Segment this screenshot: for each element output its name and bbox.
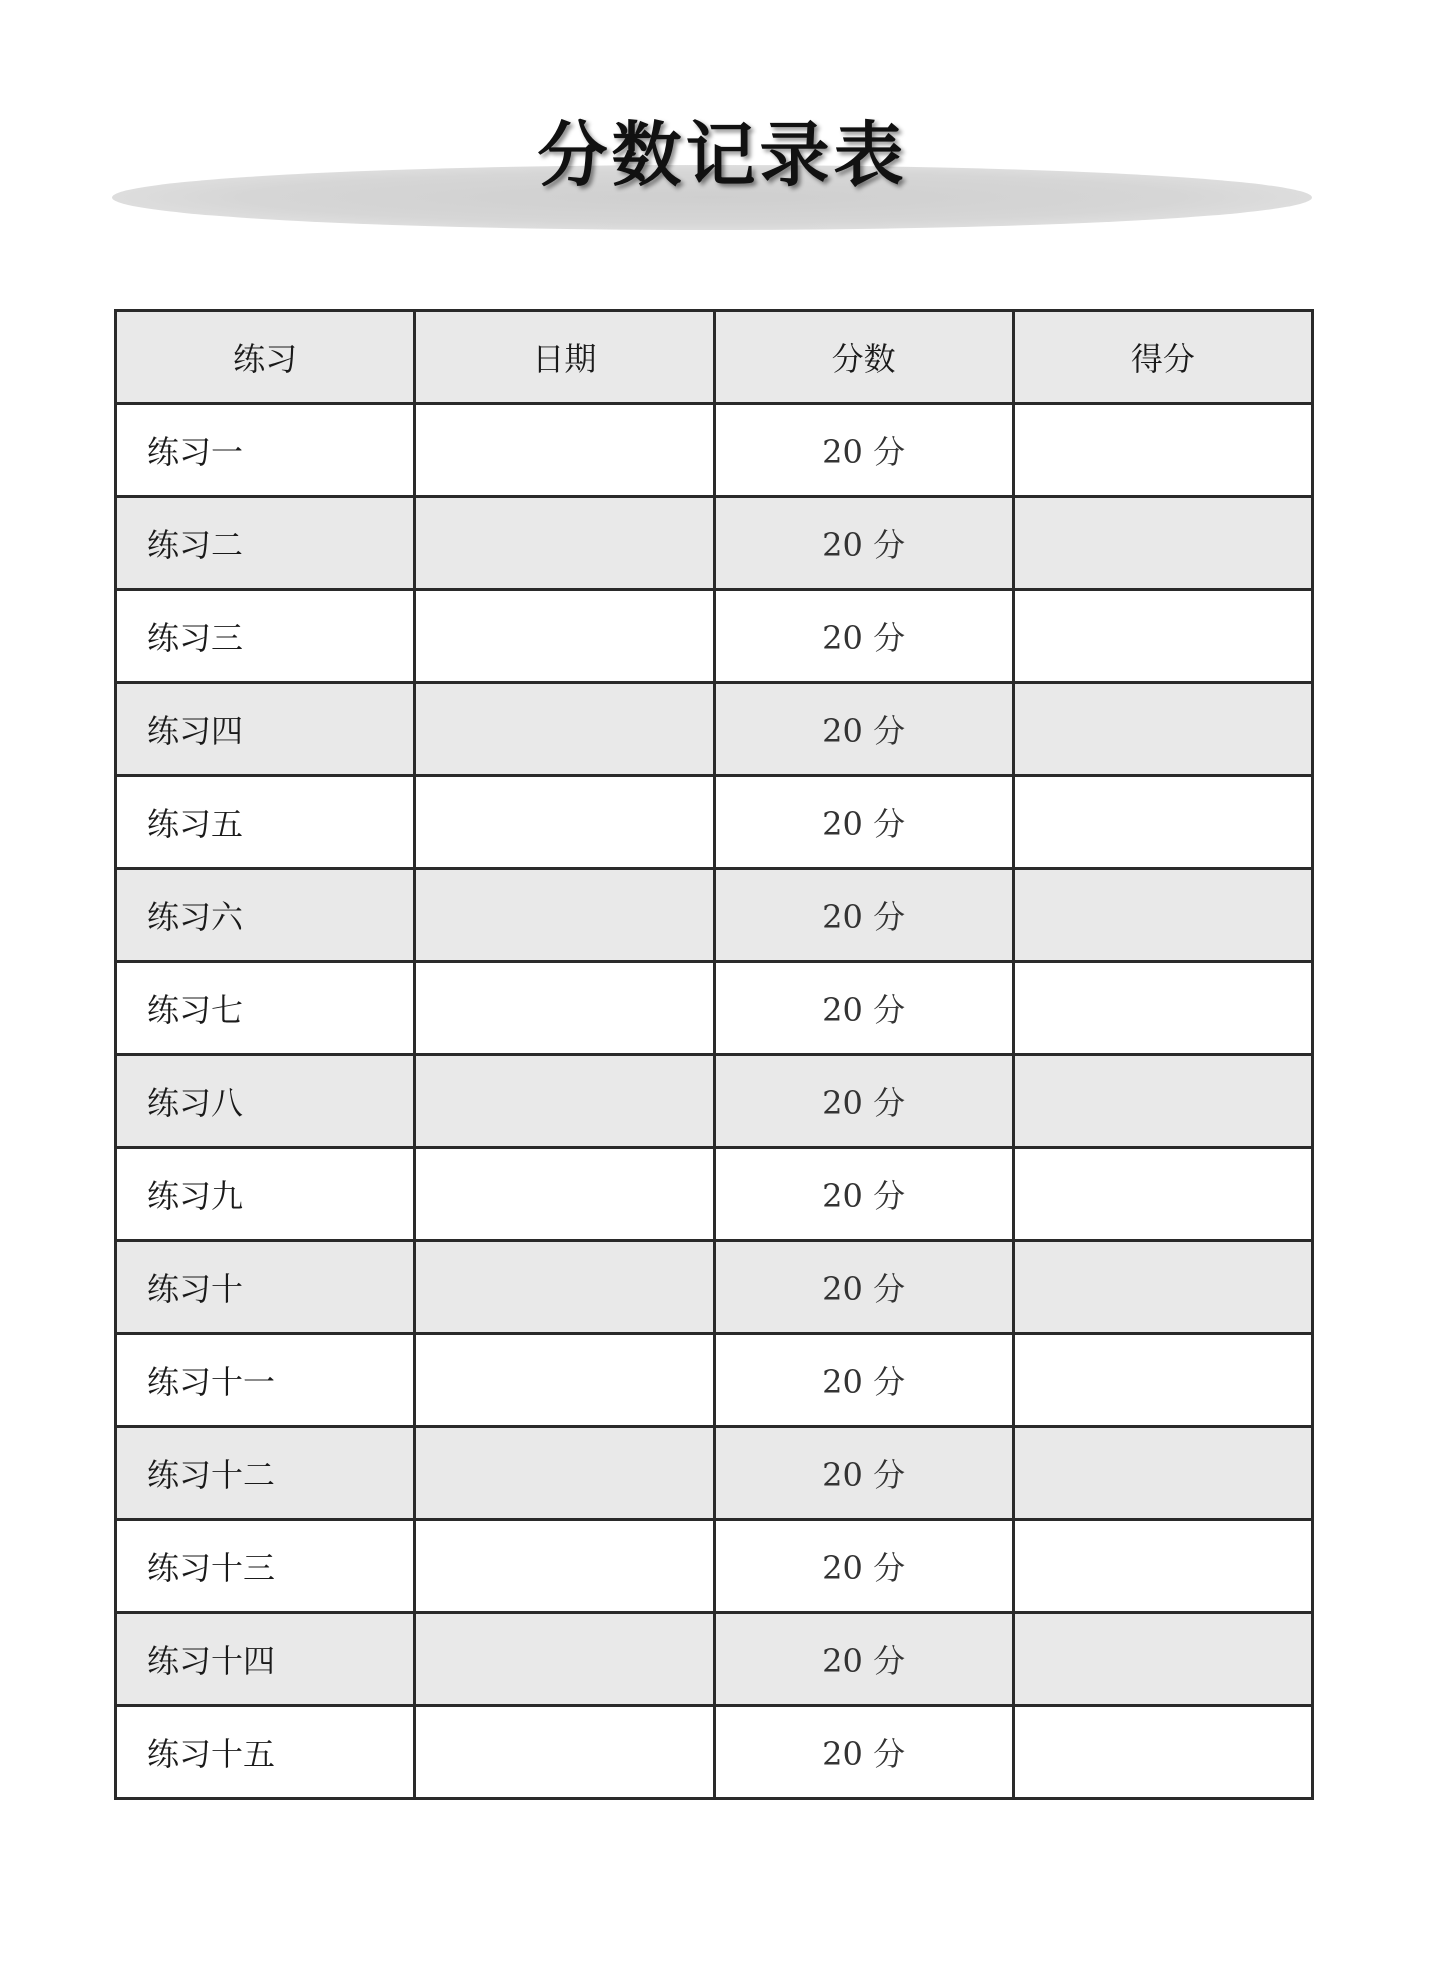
earned-cell[interactable]	[1013, 962, 1312, 1055]
table-row	[116, 776, 1313, 869]
earned-cell[interactable]	[1013, 683, 1312, 776]
page-title: 分数记录表	[537, 114, 908, 196]
earned-cell[interactable]	[1013, 1427, 1312, 1520]
table-body	[116, 404, 1313, 1799]
score-cell: 20 分	[714, 497, 1013, 590]
table-row	[116, 1055, 1313, 1148]
exercise-cell: 练习十	[116, 1241, 415, 1334]
date-cell[interactable]	[415, 962, 714, 1055]
date-cell[interactable]	[415, 1148, 714, 1241]
column-header-score: 分数	[714, 311, 1013, 404]
date-cell[interactable]	[415, 776, 714, 869]
score-cell: 20 分	[714, 962, 1013, 1055]
score-cell: 20 分	[714, 1706, 1013, 1799]
score-cell: 20 分	[714, 776, 1013, 869]
table-row	[116, 869, 1313, 962]
date-cell[interactable]	[415, 1706, 714, 1799]
score-cell: 20 分	[714, 1055, 1013, 1148]
earned-cell[interactable]	[1013, 1148, 1312, 1241]
date-cell[interactable]	[415, 1241, 714, 1334]
exercise-cell: 练习一	[116, 404, 415, 497]
table-header-row	[116, 311, 1313, 404]
exercise-cell: 练习十五	[116, 1706, 415, 1799]
table-row	[116, 1706, 1313, 1799]
score-cell: 20 分	[714, 1613, 1013, 1706]
table-row	[116, 683, 1313, 776]
exercise-cell: 练习九	[116, 1148, 415, 1241]
score-cell: 20 分	[714, 404, 1013, 497]
date-cell[interactable]	[415, 404, 714, 497]
earned-cell[interactable]	[1013, 497, 1312, 590]
date-cell[interactable]	[415, 497, 714, 590]
earned-cell[interactable]	[1013, 1613, 1312, 1706]
exercise-cell: 练习三	[116, 590, 415, 683]
column-header-earned: 得分	[1013, 311, 1312, 404]
earned-cell[interactable]	[1013, 1706, 1312, 1799]
date-cell[interactable]	[415, 869, 714, 962]
exercise-cell: 练习四	[116, 683, 415, 776]
table-row	[116, 1148, 1313, 1241]
table-row	[116, 590, 1313, 683]
exercise-cell: 练习十三	[116, 1520, 415, 1613]
score-cell: 20 分	[714, 1148, 1013, 1241]
exercise-cell: 练习六	[116, 869, 415, 962]
earned-cell[interactable]	[1013, 1241, 1312, 1334]
earned-cell[interactable]	[1013, 1520, 1312, 1613]
score-table	[114, 309, 1314, 1800]
date-cell[interactable]	[415, 683, 714, 776]
table-row	[116, 962, 1313, 1055]
table-row	[116, 1334, 1313, 1427]
date-cell[interactable]	[415, 1334, 714, 1427]
exercise-cell: 练习十四	[116, 1613, 415, 1706]
table-row	[116, 1427, 1313, 1520]
exercise-cell: 练习五	[116, 776, 415, 869]
exercise-cell: 练习十一	[116, 1334, 415, 1427]
table-row	[116, 404, 1313, 497]
exercise-cell: 练习八	[116, 1055, 415, 1148]
table-row	[116, 1613, 1313, 1706]
score-cell: 20 分	[714, 1334, 1013, 1427]
earned-cell[interactable]	[1013, 869, 1312, 962]
score-cell: 20 分	[714, 869, 1013, 962]
earned-cell[interactable]	[1013, 590, 1312, 683]
table-row	[116, 1241, 1313, 1334]
date-cell[interactable]	[415, 1055, 714, 1148]
exercise-cell: 练习二	[116, 497, 415, 590]
column-header-date: 日期	[415, 311, 714, 404]
exercise-cell: 练习七	[116, 962, 415, 1055]
earned-cell[interactable]	[1013, 1334, 1312, 1427]
earned-cell[interactable]	[1013, 404, 1312, 497]
exercise-cell: 练习十二	[116, 1427, 415, 1520]
earned-cell[interactable]	[1013, 1055, 1312, 1148]
score-cell: 20 分	[714, 683, 1013, 776]
score-cell: 20 分	[714, 590, 1013, 683]
table-row	[116, 497, 1313, 590]
earned-cell[interactable]	[1013, 776, 1312, 869]
score-cell: 20 分	[714, 1241, 1013, 1334]
score-cell: 20 分	[714, 1427, 1013, 1520]
column-header-exercise: 练习	[116, 311, 415, 404]
score-cell: 20 分	[714, 1520, 1013, 1613]
table-row	[116, 1520, 1313, 1613]
date-cell[interactable]	[415, 1427, 714, 1520]
date-cell[interactable]	[415, 1520, 714, 1613]
date-cell[interactable]	[415, 590, 714, 683]
date-cell[interactable]	[415, 1613, 714, 1706]
